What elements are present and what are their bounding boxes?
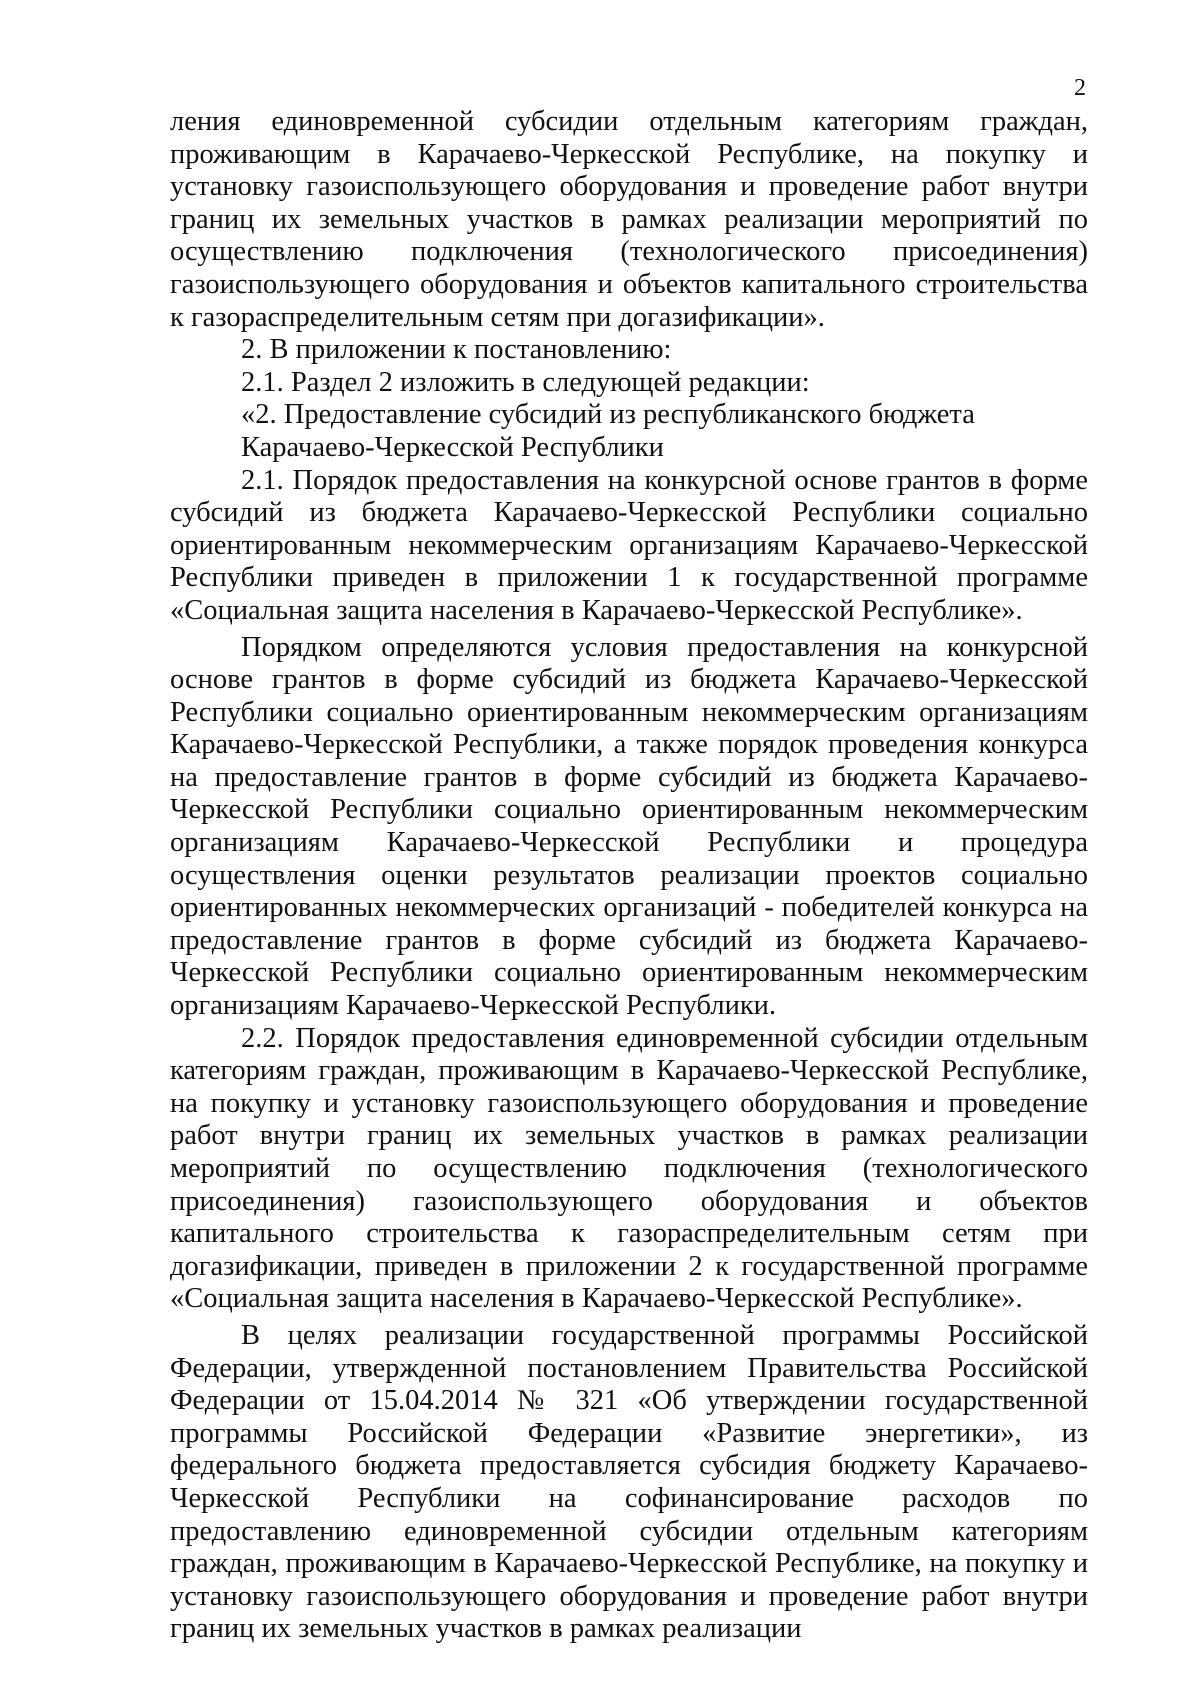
paragraph-item-2-1: 2.1. Раздел 2 изложить в следующей редакции: — [241, 366, 810, 398]
document-body — [170, 106, 1088, 1646]
page-number: 2 — [1074, 75, 1086, 101]
paragraph-item-2: 2. В приложении к постановлению: — [241, 334, 672, 366]
paragraph-section-2-1: 2.1. Порядок предоставления на конкурсной основе грантов в форме субсидий из бюджета Карачаево-Черкесской Республики социально ориентированным некоммерческим организациям Карачаево-Черкесской Республики приведен в приложении 1 к государственной программе «Социальная защита населения в Карачаево-Черкесской Республике». — [170, 464, 1088, 626]
paragraph-federal-program: В целях реализации государственной программы Российской Федерации, утвержденной постановлением Правительства Российской Федерации от 15.04.2014 № 321 «Об утверждении государственной программы Российской Федерации «Развитие энергетики», из федерального бюджета предоставляется субсидия бюджету Карачаево-Черкесской Республики на софинансирование расходов по предоставлению единовременной субсидии отдельным категориям граждан, проживающим в Карачаево-Черкесской Республике, на покупку и установку газоиспользующего оборудования и проведение работ внутри границ их земельных участков в рамках реализации — [170, 1319, 1088, 1645]
paragraph-section-2-2: 2.2. Порядок предоставления единовременной субсидии отдельным категориям граждан, проживающим в Карачаево-Черкесской Республике, на покупку и установку газоиспользующего оборудования и проведение работ внутри границ их земельных участков в рамках реализации мероприятий по осуществлению подключения (технологического присоединения) газоиспользующего оборудования и объектов капитального строительства к газораспределительным сетям при догазификации, приведен в приложении 2 к государственной программе «Социальная защита населения в Карачаево-Черкесской Республике». — [170, 1022, 1088, 1315]
paragraph-continuation: ления единовременной субсидии отдельным категориям граждан, проживающим в Карачаево-Черкесской Республике, на покупку и установку газоиспользующего оборудования и проведение работ внутри границ их земельных участков в рамках реализации мероприятий по осуществлению подключения (технологического присоединения) газоиспользующего оборудования и объектов капитального строительства к газораспределительным сетям при догазификации». — [170, 106, 1088, 333]
section-heading: «2. Предоставление субсидий из республиканского бюджета Карачаево-Черкесской Республики — [241, 399, 975, 463]
paragraph-procedure-conditions: Порядком определяются условия предоставления на конкурсной основе грантов в форме субсидий из бюджета Карачаево-Черкесской Республики социально ориентированным некоммерческим организациям Карачаево-Черкесской Республики, а также порядок проведения конкурса на предоставление грантов в форме субсидий из бюджета Карачаево-Черкесской Республики социально ориентированным некоммерческим организациям Карачаево-Черкесской Республики и процедура осуществления оценки результатов реализации проектов социально ориентированных некоммерческих организаций - победителей конкурса на предоставление грантов в форме субсидий из бюджета Карачаево-Черкесской Республики социально ориентированным некоммерческим организациям Карачаево-Черкесской Республики. — [170, 631, 1088, 1022]
